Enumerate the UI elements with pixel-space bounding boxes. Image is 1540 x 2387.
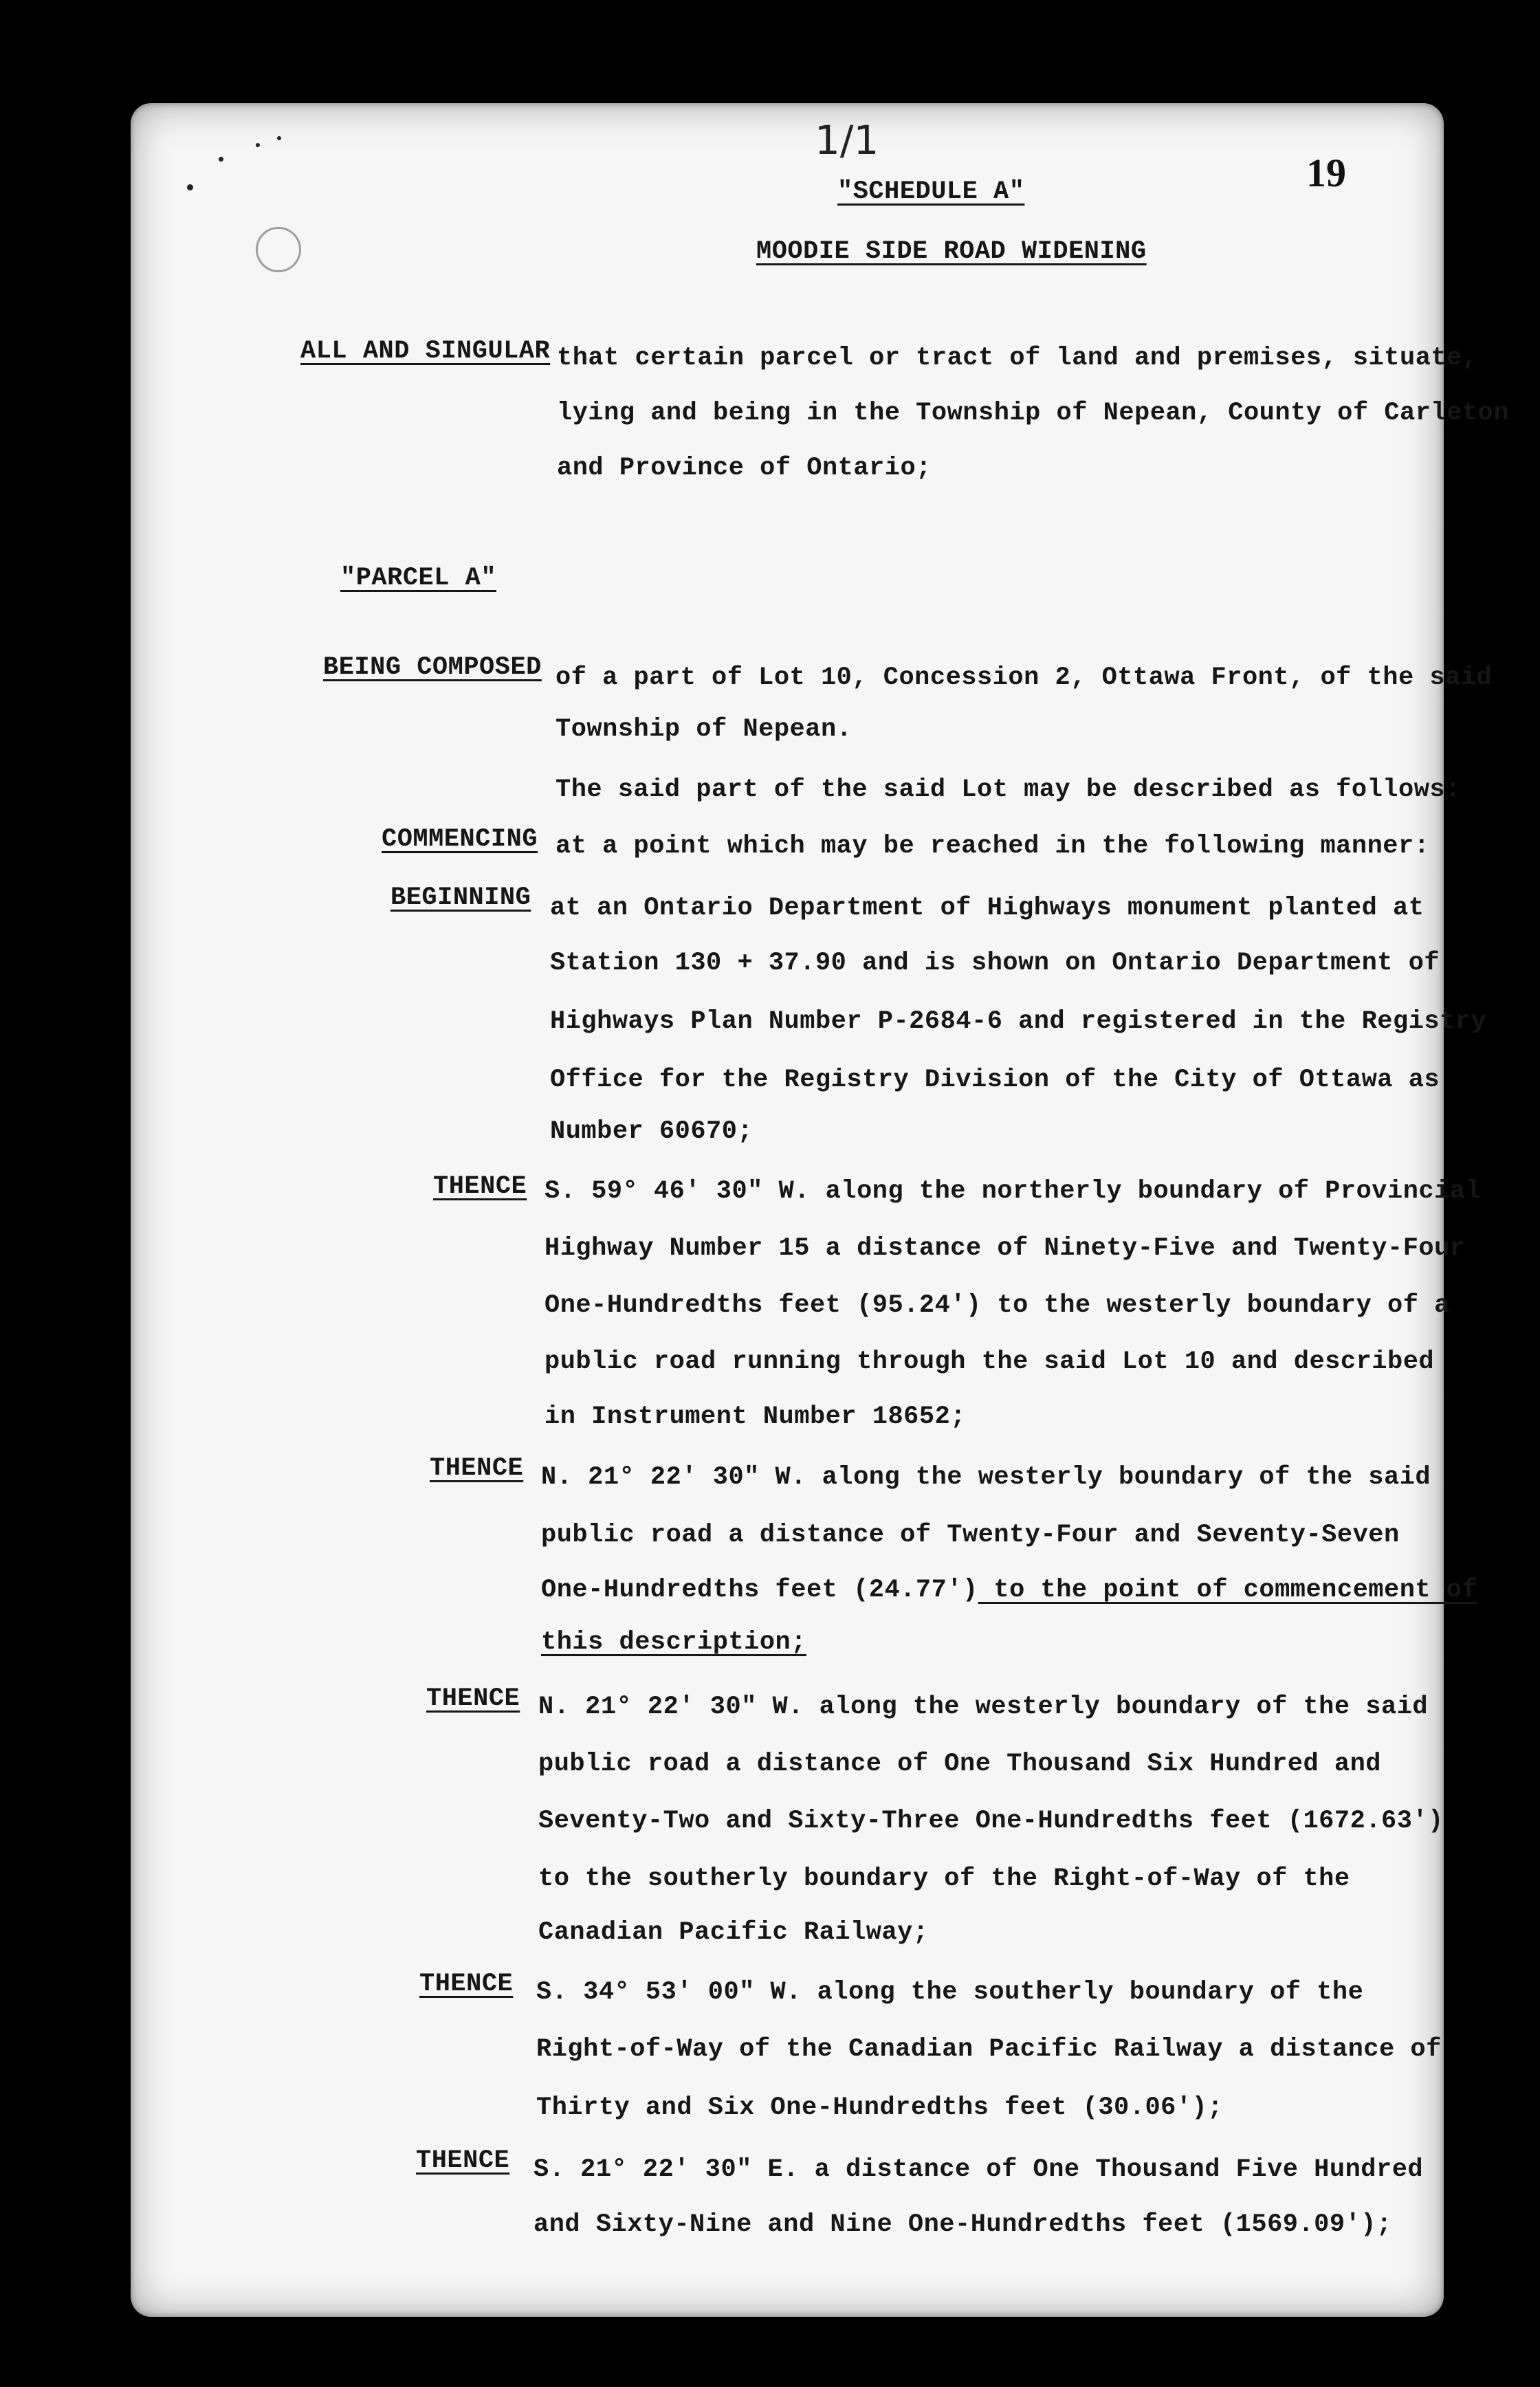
margin-heading: ALL AND SINGULAR xyxy=(300,337,551,366)
body-line: Office for the Registry Division of the City of Ottawa as xyxy=(550,1066,1440,1094)
margin-heading: COMMENCING xyxy=(382,825,538,854)
body-line: public road a distance of Twenty-Four and Seventy-Seven xyxy=(541,1521,1400,1550)
body-line: to the southerly boundary of the Right-of-Way of the xyxy=(538,1864,1350,1893)
body-line: Township of Nepean. xyxy=(556,715,852,744)
body-line: S. 21° 22' 30" E. a distance of One Thousand Five Hundred xyxy=(534,2155,1424,2184)
body-line: N. 21° 22' 30" W. along the westerly boundary of the said xyxy=(538,1693,1429,1722)
margin-heading: THENCE xyxy=(419,1970,514,1999)
schedule-title: "SCHEDULE A" xyxy=(837,177,1025,206)
body-line: One-Hundredths feet (95.24') to the westerly boundary of a xyxy=(544,1291,1450,1320)
body-line: lying and being in the Township of Nepean, County of Carleton xyxy=(557,399,1509,428)
body-line: Seventy-Two and Sixty-Three One-Hundredths feet (1672.63') xyxy=(538,1807,1444,1836)
margin-heading: BEGINNING xyxy=(390,883,531,912)
margin-heading: THENCE xyxy=(433,1172,527,1201)
speck xyxy=(187,184,193,190)
margin-heading: THENCE xyxy=(426,1684,520,1713)
body-line xyxy=(541,1576,1477,1605)
parcel-heading: "PARCEL A" xyxy=(340,564,497,593)
body-line: of a part of Lot 10, Concession 2, Ottawa Front, of the said xyxy=(556,663,1493,692)
margin-heading: THENCE xyxy=(416,2146,510,2175)
speck xyxy=(277,136,281,140)
body-line: that certain parcel or tract of land and premises, situate, xyxy=(557,344,1478,373)
body-line: at a point which may be reached in the following manner: xyxy=(556,832,1430,861)
body-line: and Province of Ontario; xyxy=(557,454,932,483)
body-line: Station 130 + 37.90 and is shown on Ontario Department of xyxy=(550,949,1440,978)
body-line: S. 59° 46' 30" W. along the northerly boundary of Provincial xyxy=(544,1177,1482,1206)
underlined-phrase: this description; xyxy=(541,1628,806,1657)
margin-heading: BEING COMPOSED xyxy=(323,653,542,682)
handwritten-mark: 1/1 xyxy=(815,117,879,164)
speck xyxy=(219,157,223,162)
body-line: Thirty and Six One-Hundredths feet (30.06'); xyxy=(536,2093,1223,2122)
body-line: public road a distance of One Thousand Six Hundred and xyxy=(538,1750,1381,1779)
body-line: Canadian Pacific Railway; xyxy=(538,1918,929,1947)
page-number: 19 xyxy=(1306,151,1346,195)
schedule-subtitle: MOODIE SIDE ROAD WIDENING xyxy=(756,237,1147,266)
body-line: Highway Number 15 a distance of Ninety-Five and Twenty-Four xyxy=(544,1234,1466,1263)
body-line-text: One-Hundredths feet (24.77') xyxy=(541,1576,978,1605)
body-line: and Sixty-Nine and Nine One-Hundredths feet (1569.09'); xyxy=(534,2210,1392,2239)
body-line: The said part of the said Lot may be described as follows: xyxy=(556,776,1461,804)
body-line: S. 34° 53' 00" W. along the southerly boundary of the xyxy=(536,1978,1364,2007)
body-line: public road running through the said Lot 10 and described xyxy=(544,1348,1435,1376)
body-line: Highways Plan Number P-2684-6 and registered in the Registry xyxy=(550,1007,1487,1036)
punch-hole-mark xyxy=(256,227,301,272)
speck xyxy=(256,143,260,147)
body-line: Right-of-Way of the Canadian Pacific Railway a distance of xyxy=(536,2035,1442,2064)
underlined-phrase: to the point of commencement of xyxy=(978,1576,1478,1605)
body-line: in Instrument Number 18652; xyxy=(544,1402,966,1431)
margin-heading: THENCE xyxy=(430,1454,524,1483)
body-line: Number 60670; xyxy=(550,1117,754,1146)
body-line: at an Ontario Department of Highways monument planted at xyxy=(550,894,1424,923)
body-line: N. 21° 22' 30" W. along the westerly boundary of the said xyxy=(541,1463,1431,1492)
